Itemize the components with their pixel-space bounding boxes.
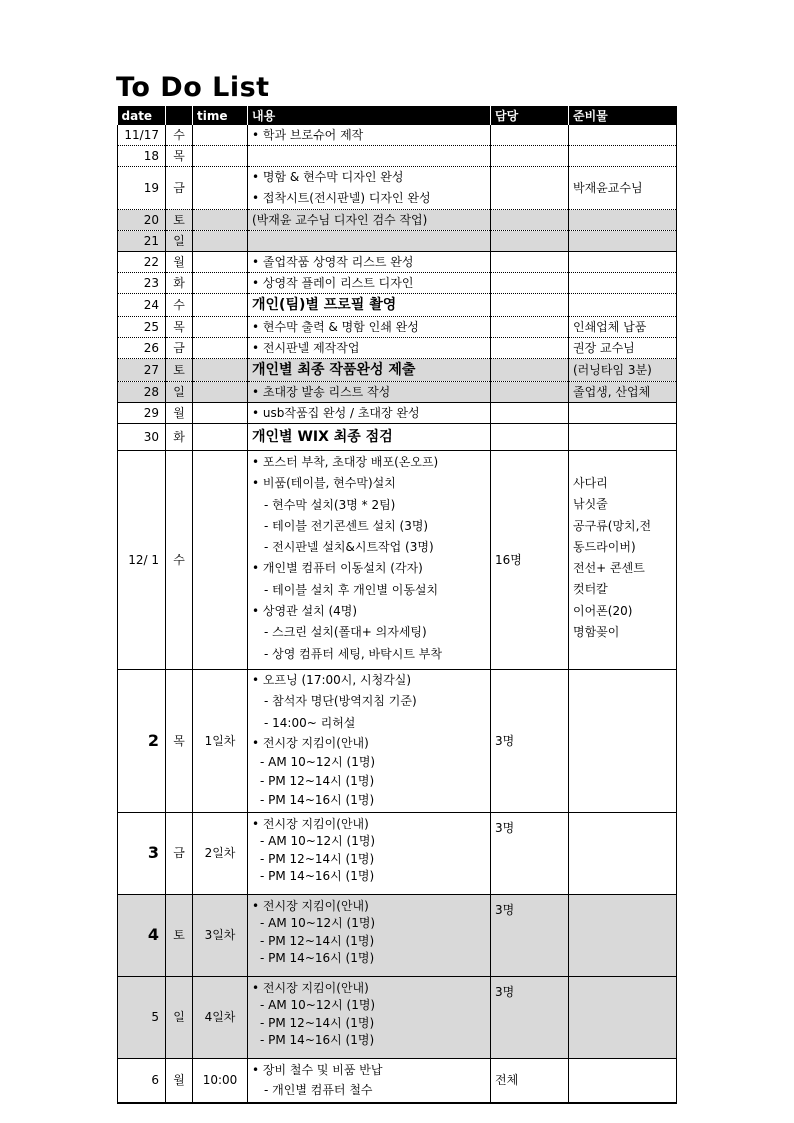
row-date: 19 [118,167,166,210]
row-date: 5 [118,976,166,1058]
row-time [193,317,248,338]
row-owner [491,273,569,294]
row-time [193,424,248,451]
prep-item: 전선+ 콘센트 [573,561,645,576]
row-date: 30 [118,424,166,451]
row-content: • 명함 & 현수막 디자인 완성 • 접착시트(전시판넬) 디자인 완성 [248,167,491,210]
row-prep [569,1058,677,1103]
row-owner: 3명 [491,669,569,812]
task-text: 장비 철수 및 비품 반납 [262,1062,383,1077]
task-text: 초대장 발송 리스트 작성 [262,384,391,399]
subtask-text: - PM 14~16시 (1명) [260,951,375,966]
header-time: time [193,106,248,125]
row-content: • 전시장 지킴이(안내) - AM 10~12시 (1명) - PM 12~14시 (1명) - PM 14~16시 (1명) [248,894,491,976]
row-content: • 오프닝 (17:00시, 시청각실) - 참석자 명단(방역지침 기준) - 14:00~ 리허설 • 전시장 지킴이(안내) - AM 10~12시 (1명) - PM 12~14시 (1명) - PM 14~16시 (1명) [248,669,491,812]
row-time [193,210,248,231]
row-owner [491,317,569,338]
table-row [118,1058,677,1103]
subtask-text: - AM 10~12시 (1명) [260,834,376,849]
task-text: 현수막 출력 & 명함 인쇄 완성 [262,320,419,334]
row-owner [491,294,569,317]
subtask-text: - PM 12~14시 (1명) [260,933,375,948]
row-date: 3 [118,812,166,894]
row-owner [491,252,569,273]
row-day: 월 [166,1058,193,1103]
subtask-text: - 현수막 설치(3명 * 2팀) [264,497,396,512]
row-day: 일 [166,231,193,252]
subtask-text: - PM 12~14시 (1명) [260,1015,375,1030]
row-time [193,231,248,252]
row-day: 화 [166,273,193,294]
row-day: 일 [166,382,193,403]
row-time: 4일차 [193,976,248,1058]
table-row [118,273,677,294]
task-text: usb작품집 완성 / 초대장 완성 [262,406,420,420]
page-title: To Do List [116,72,270,103]
task-text: 전시장 지킴이(안내) [262,898,369,913]
subtask-text: - 스크린 설치(폴대+ 의자세팅) [264,625,427,640]
row-content: 개인별 최종 작품완성 제출 [248,359,491,382]
table-row [118,812,677,894]
row-time [193,382,248,403]
row-time [193,359,248,382]
table-row [118,125,677,146]
row-owner [491,231,569,252]
row-time [193,146,248,167]
row-day: 월 [166,403,193,424]
table-row [118,231,677,252]
row-date: 6 [118,1058,166,1103]
prep-item: 명함꽂이 [573,625,620,640]
row-prep: 졸업생, 산업체 [569,382,677,403]
table-row [118,669,677,812]
row-prep [569,231,677,252]
subtask-text: - PM 14~16시 (1명) [260,869,375,884]
task-text: 졸업작품 상영작 리스트 완성 [262,255,414,269]
row-date: 23 [118,273,166,294]
row-date: 11/17 [118,125,166,146]
row-prep: 권장 교수님 [569,338,677,359]
row-owner [491,359,569,382]
row-date: 21 [118,231,166,252]
subtask-text: - AM 10~12시 (1명) [260,916,376,931]
table-row [118,424,677,451]
row-date: 25 [118,317,166,338]
table-row [118,210,677,231]
row-content: • 상영작 플레이 리스트 디자인 [248,273,491,294]
row-content: • 포스터 부착, 초대장 배포(온오프) • 비품(테이블, 현수막)설치 - 현수막 설치(3명 * 2팀) - 테이블 전기콘센트 설치 (3명) - 전시판넬 설치&시트작업 (3명) • 개인별 컴퓨터 이동설치 (각자) - 테이블 설치 후 개인별 이동설치 • 상영관 설치 (4명) - 스크린 설치(폴대+ 의자세팅) - 상영 컴퓨터 세팅, 바탁시트 부착 [248,451,491,670]
task-text: 학과 브로슈어 제작 [262,128,364,142]
row-time [193,338,248,359]
row-day: 월 [166,252,193,273]
row-prep [569,976,677,1058]
row-prep [569,146,677,167]
row-day: 목 [166,317,193,338]
task-text: 명함 & 현수막 디자인 완성 [262,170,404,184]
row-day: 토 [166,210,193,231]
row-prep [569,210,677,231]
row-day: 화 [166,424,193,451]
row-content: 개인별 WIX 최종 점검 [248,424,491,451]
row-owner: 16명 [491,451,569,670]
table-row [118,317,677,338]
row-time [193,273,248,294]
subtask-text: - 상영 컴퓨터 세팅, 바탁시트 부착 [264,646,442,661]
row-date: 24 [118,294,166,317]
row-content: • 졸업작품 상영작 리스트 완성 [248,252,491,273]
task-text: 오프닝 (17:00시, 시청각실) [262,672,412,687]
subtask-text: - PM 12~14시 (1명) [260,773,375,788]
row-prep [569,894,677,976]
row-owner [491,424,569,451]
row-time [193,403,248,424]
task-text: 전시장 지킴이(안내) [262,735,369,750]
row-owner [491,125,569,146]
row-time: 1일차 [193,669,248,812]
subtask-text: - 14:00~ 리허설 [264,715,356,730]
row-owner [491,146,569,167]
row-content: • 전시장 지킴이(안내) - AM 10~12시 (1명) - PM 12~14시 (1명) - PM 14~16시 (1명) [248,812,491,894]
header-content: 내용 [248,106,491,125]
subtask-text: - 전시판넬 설치&시트작업 (3명) [264,540,434,555]
subtask-text: - PM 14~16시 (1명) [260,792,375,807]
prep-item: 사다리 [573,476,608,490]
row-prep [569,294,677,317]
row-prep: (러닝타임 3분) [569,359,677,382]
table-row [118,403,677,424]
row-time: 10:00 [193,1058,248,1103]
row-time [193,125,248,146]
prep-item: 컷터칼 [573,582,608,597]
row-time [193,451,248,670]
subtask-text: - 테이블 전기콘센트 설치 (3명) [264,518,429,533]
header-day [166,106,193,125]
prep-item: 공구류(망치,전 [573,518,652,533]
row-date: 12/ 1 [118,451,166,670]
row-content: • 학과 브로슈어 제작 [248,125,491,146]
row-owner [491,167,569,210]
row-time: 3일차 [193,894,248,976]
subtask-text: - 개인별 컴퓨터 철수 [264,1082,373,1097]
row-prep [569,424,677,451]
row-day: 금 [166,167,193,210]
task-text: 포스터 부착, 초대장 배포(온오프) [262,455,439,469]
row-owner [491,210,569,231]
row-date: 28 [118,382,166,403]
row-date: 22 [118,252,166,273]
row-prep [569,403,677,424]
table-row [118,382,677,403]
row-content [248,146,491,167]
row-prep [569,669,677,812]
row-day: 수 [166,451,193,670]
row-owner [491,382,569,403]
header-prep: 준비물 [569,106,677,125]
subtask-text: - 참석자 명단(방역지침 기준) [264,693,417,708]
row-day: 목 [166,146,193,167]
row-content: • 장비 철수 및 비품 반납 - 개인별 컴퓨터 철수 [248,1058,491,1103]
table-row [118,252,677,273]
row-owner: 전체 [491,1058,569,1103]
row-time [193,252,248,273]
row-day: 일 [166,976,193,1058]
prep-item: 동드라이버) [573,539,636,554]
row-prep [569,252,677,273]
row-content [248,231,491,252]
row-content: • 전시장 지킴이(안내) - AM 10~12시 (1명) - PM 12~14시 (1명) - PM 14~16시 (1명) [248,976,491,1058]
row-date: 26 [118,338,166,359]
table-row [118,167,677,210]
row-owner: 3명 [491,976,569,1058]
row-day: 수 [166,125,193,146]
row-time [193,167,248,210]
row-prep: 인쇄업체 납품 [569,317,677,338]
row-prep: 박재윤교수님 [569,167,677,210]
subtask-text: - 테이블 설치 후 개인별 이동설치 [264,582,439,597]
table-row [118,359,677,382]
row-prep [569,451,677,670]
row-prep [569,125,677,146]
header-date: date [118,106,166,125]
header-row [118,106,677,125]
row-prep [569,812,677,894]
prep-item: 낚싯줄 [573,497,608,512]
task-text: 개인별 컴퓨터 이동설치 (각자) [262,561,423,576]
task-text: 전시판넬 제작작업 [262,341,360,355]
row-day: 금 [166,812,193,894]
table-row [118,451,677,670]
row-content: • 초대장 발송 리스트 작성 [248,382,491,403]
row-owner [491,338,569,359]
task-text: 전시장 지킴이(안내) [262,980,369,995]
table-row [118,338,677,359]
row-content: • usb작품집 완성 / 초대장 완성 [248,403,491,424]
table-row [118,146,677,167]
row-date: 2 [118,669,166,812]
row-content: • 현수막 출력 & 명함 인쇄 완성 [248,317,491,338]
subtask-text: - AM 10~12시 (1명) [260,998,376,1013]
row-day: 수 [166,294,193,317]
task-text: 상영관 설치 (4명) [262,604,358,619]
row-date: 29 [118,403,166,424]
row-owner: 3명 [491,894,569,976]
prep-item: 이어폰(20) [573,603,633,618]
row-owner [491,403,569,424]
row-content: 개인(팀)별 프로필 촬영 [248,294,491,317]
row-date: 27 [118,359,166,382]
row-date: 4 [118,894,166,976]
task-text: 상영작 플레이 리스트 디자인 [262,276,414,290]
todo-table [117,106,677,1104]
row-time: 2일차 [193,812,248,894]
table-row [118,894,677,976]
subtask-text: - PM 12~14시 (1명) [260,851,375,866]
row-content: • 전시판넬 제작작업 [248,338,491,359]
row-owner: 3명 [491,812,569,894]
table-row [118,976,677,1058]
row-day: 토 [166,359,193,382]
task-text: 전시장 지킴이(안내) [262,816,369,831]
row-day: 목 [166,669,193,812]
row-date: 20 [118,210,166,231]
row-day: 금 [166,338,193,359]
task-text: 접착시트(전시판넬) 디자인 완성 [262,191,431,205]
row-day: 토 [166,894,193,976]
row-time [193,294,248,317]
row-date: 18 [118,146,166,167]
subtask-text: - AM 10~12시 (1명) [260,754,376,769]
table-row [118,294,677,317]
header-owner: 담당 [491,106,569,125]
subtask-text: - PM 14~16시 (1명) [260,1033,375,1048]
row-content: (박재윤 교수님 디자인 검수 작업) [248,210,491,231]
row-prep [569,273,677,294]
task-text: 비품(테이블, 현수막)설치 [262,476,396,491]
